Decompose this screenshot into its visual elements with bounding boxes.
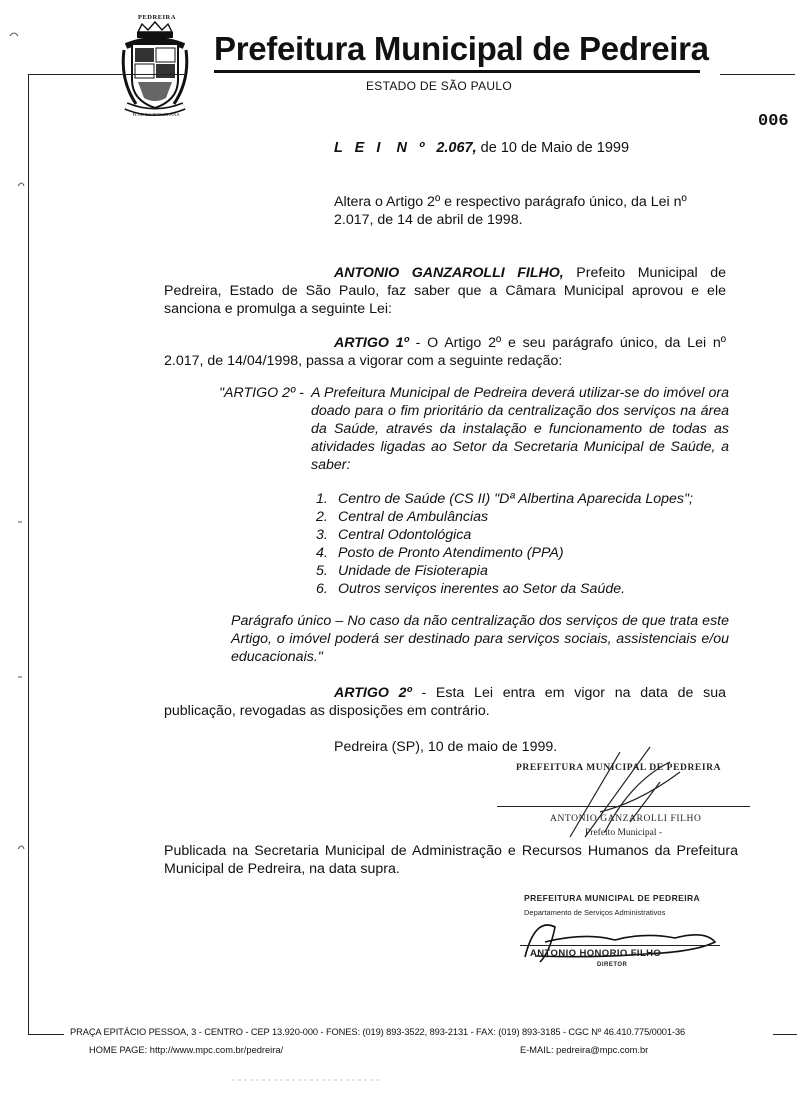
preamble: [164, 264, 726, 318]
paragrafo-unico: Parágrafo único – No caso da não centralização dos serviços de que trata este Artigo, o imóvel poderá ser destinado para serviços sociais, assistenciais e/ou educacionais.": [231, 613, 729, 665]
dateline: Pedreira (SP), 10 de maio de 1999.: [334, 739, 558, 755]
artigo-2-label: ARTIGO 2º: [334, 685, 412, 701]
footer-address: PRAÇA EPITÁCIO PESSOA, 3 - CENTRO - CEP 13.920-000 - FONES: (019) 893-3522, 893-2131 - FAX: (019) 893-3185 - CGC Nº 46.410.775/0001-36: [70, 1027, 686, 1037]
law-number: 2.067,: [436, 140, 477, 156]
state-subtitle: ESTADO DE SÃO PAULO: [366, 79, 512, 93]
numero-label: N º: [396, 140, 429, 156]
artigo-1: [164, 334, 726, 370]
page-title: Prefeitura Municipal de Pedreira: [214, 30, 709, 67]
lei-label: L E I: [334, 140, 385, 156]
page-number: 006: [758, 112, 789, 131]
stamp-2-dept: Departamento de Serviços Administrativos: [524, 908, 666, 917]
stamp-2-role: DIRETOR: [597, 962, 628, 968]
list-item: 4. Posto de Pronto Atendimento (PPA): [316, 545, 564, 561]
footer-rule-right: [773, 1034, 797, 1035]
header-rule-right: [720, 74, 795, 75]
title-underline: [214, 70, 700, 73]
footer-homepage: HOME PAGE: http://www.mpc.com.br/pedreira/: [89, 1045, 284, 1055]
header-rule-left: [28, 74, 186, 75]
stamp-1-org: PREFEITURA MUNICIPAL DE PEDREIRA: [516, 763, 722, 773]
list-item: 2. Central de Ambulâncias: [316, 509, 489, 525]
footer-email: E-MAIL: pedreira@mpc.com.br: [520, 1045, 649, 1055]
artigo-1-text: - O Artigo 2º e seu parágrafo único, da Lei nº 2.017, de 14/04/1998, passa a vigorar com a seguinte redação:: [164, 335, 726, 369]
signature-line-1: [497, 806, 750, 807]
left-margin-rule: [28, 74, 29, 1034]
list-item: 5. Unidade de Fisioterapia: [316, 563, 488, 579]
law-title: [334, 140, 629, 156]
preamble-text: Prefeito Municipal de Pedreira, Estado de São Paulo, faz saber que a Câmara Municipal aprovou e ele sanciona e promulga a seguinte Lei:: [164, 265, 726, 317]
artigo-1-label: ARTIGO 1º: [334, 335, 409, 351]
mayor-name: ANTONIO GANZAROLLI FILHO,: [334, 265, 564, 281]
footer-rule-left: [28, 1034, 64, 1035]
list-item: 3. Central Odontológica: [316, 527, 472, 543]
artigo-2: [164, 684, 726, 720]
law-date: de 10 de Maio de 1999: [476, 140, 630, 156]
stamp-2-org: PREFEITURA MUNICIPAL DE PEDREIRA: [524, 893, 701, 903]
stamp-2-name: ANTONIO HONORIO FILHO: [530, 948, 662, 959]
law-summary: Altera o Artigo 2º e respectivo parágrafo único, da Lei nº 2.017, de 14 de abril de 1998.: [334, 194, 687, 228]
list-item: 6. Outros serviços inerentes ao Setor da Saúde.: [316, 581, 626, 597]
seal-top-text: PEDREIRA: [138, 14, 176, 21]
quoted-article-label: "ARTIGO 2º -: [219, 385, 304, 401]
publication-note: Publicada na Secretaria Municipal de Administração e Recursos Humanos da Prefeitura Municipal de Pedreira, na data supra.: [164, 843, 738, 877]
stamp-1-name: ANTONIO GANZAROLLI FILHO: [550, 814, 702, 824]
mayor-signature: [560, 742, 710, 842]
list-item: 1. Centro de Saúde (CS II) "Dª Albertina Aparecida Lopes";: [316, 491, 693, 507]
stamp-1-role: Prefeito Municipal -: [585, 828, 663, 838]
coat-of-arms-seal: [120, 20, 190, 120]
artigo-2-text: - Esta Lei entra em vigor na data de sua publicação, revogadas as disposições em contrário.: [164, 685, 726, 719]
seal-bottom-text: FLOR DA PORCELANA: [132, 112, 180, 117]
quoted-article-text: A Prefeitura Municipal de Pedreira deverá utilizar-se do imóvel ora doado para o fim prioritário da centralização dos serviços na área da Saúde, através da instalação e funcionamento de todas as atividades ligadas ao Setor da Secretaria Municipal de Saúde, a saber:: [311, 385, 729, 473]
signature-line-2: [520, 945, 720, 946]
